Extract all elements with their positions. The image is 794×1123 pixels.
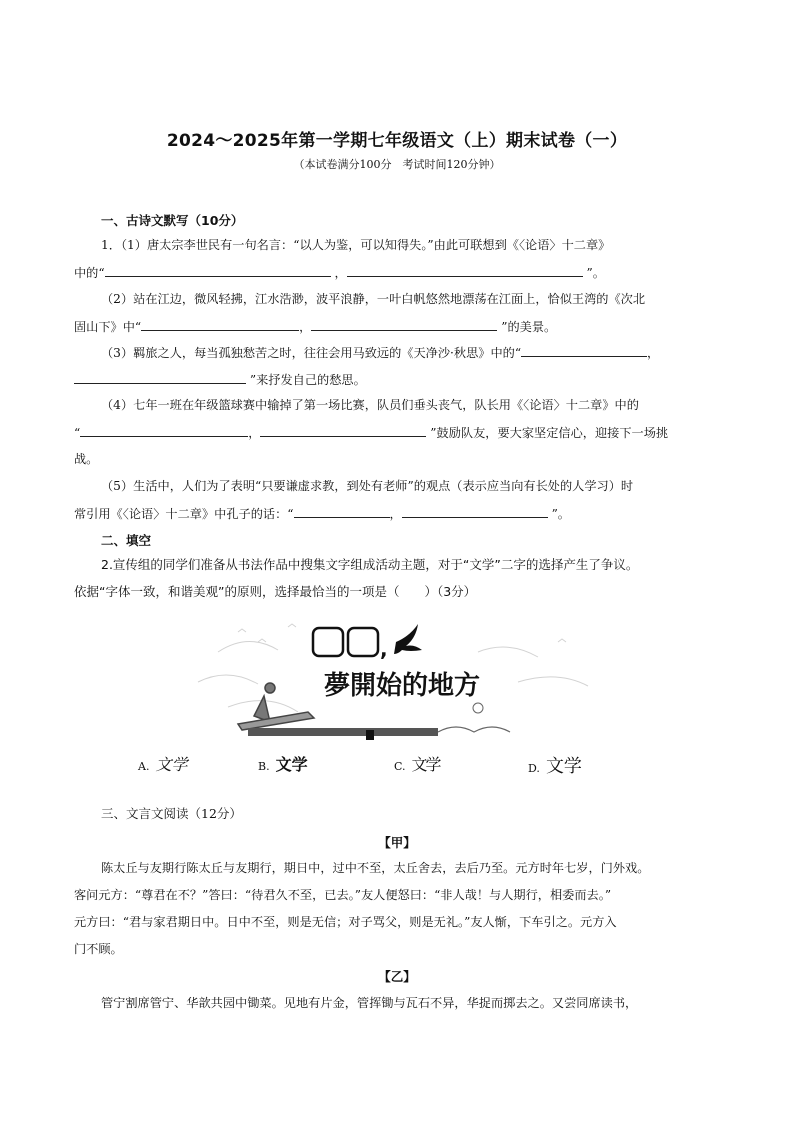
answer-blank[interactable] bbox=[105, 264, 331, 277]
answer-blank[interactable] bbox=[311, 318, 497, 331]
q3-line1 bbox=[101, 344, 659, 361]
q5-line2 bbox=[74, 505, 570, 522]
q5-text-a: 常引用《〈论语〉十二章》中孔子的话：“ bbox=[74, 507, 294, 521]
q1-line2 bbox=[74, 264, 605, 281]
q1-text-a: 中的“ bbox=[74, 266, 105, 280]
option-label: B. bbox=[258, 760, 270, 773]
q3-text-b2: ”来抒发自己的愁思。 bbox=[249, 373, 366, 387]
option-glyph: 文学 bbox=[275, 755, 308, 774]
passage-a-line2: 客问元方：“尊君在不？”答曰：“待君久不至，已去。”友人便怒曰：“非人哉！与人期行，相委而去。” bbox=[74, 888, 612, 902]
q5-text-c: ”。 bbox=[551, 507, 570, 521]
calligraphy-banner-image bbox=[138, 612, 658, 772]
exam-title: 2024～2025年第一学期七年级语文（上）期末试卷（一） bbox=[166, 131, 628, 151]
q2-text-a: 固山下》中“ bbox=[74, 320, 142, 334]
q5-text-b: ， bbox=[389, 507, 402, 521]
q4-line1: （4）七年一班在年级篮球赛中输掉了第一场比赛，队员们垂头丧气，队长用《〈论语〉十二章》中的 bbox=[101, 398, 639, 412]
option-d[interactable] bbox=[528, 752, 582, 778]
answer-blank[interactable] bbox=[294, 505, 390, 518]
option-c[interactable] bbox=[394, 752, 440, 775]
option-label: D. bbox=[528, 762, 540, 775]
q5-line1: （5）生活中，人们为了表明“只要谦虚求教，到处有老师”的观点（表示应当向有长处的人学习）时 bbox=[101, 479, 634, 493]
q3-line2 bbox=[74, 371, 366, 388]
exam-subtitle: （本试卷满分100分 考试时间120分钟） bbox=[293, 158, 501, 171]
q2-line2 bbox=[74, 318, 556, 335]
answer-blank[interactable] bbox=[521, 344, 647, 357]
q4-text-a: “ bbox=[74, 426, 81, 440]
option-label: C. bbox=[394, 760, 406, 773]
q1-text-c: ”。 bbox=[586, 266, 605, 280]
q3-text-b: ， bbox=[647, 346, 660, 360]
option-glyph: 文学 bbox=[545, 756, 582, 777]
option-glyph: 文学 bbox=[411, 755, 440, 774]
q4-line2 bbox=[74, 424, 668, 441]
option-a[interactable] bbox=[138, 752, 187, 775]
passage-a-line3: 元方曰：“君与家君期日中。日中不至，则是无信；对子骂父，则是无礼。”友人惭，下车引之。元方入 bbox=[74, 915, 617, 929]
q2-line1: （2）站在江边，微风轻拂，江水浩渺，波平浪静，一叶白帆悠然地漂荡在江面上，恰似王湾的《次北 bbox=[101, 292, 646, 306]
option-b[interactable] bbox=[258, 752, 308, 775]
q2-prompt-line1: 2.宣传组的同学们准备从书法作品中搜集文字组成活动主题，对于“文学”二字的选择产生了争议。 bbox=[101, 557, 639, 572]
option-label: A. bbox=[138, 760, 150, 773]
q2-text-c: ”的美景。 bbox=[501, 320, 557, 334]
answer-blank[interactable] bbox=[402, 505, 548, 518]
answer-blank[interactable] bbox=[260, 424, 426, 437]
option-glyph: 文学 bbox=[155, 755, 188, 774]
svg-text:,: , bbox=[380, 637, 388, 661]
answer-blank[interactable] bbox=[80, 424, 248, 437]
q2-prompt-line2: 依据“字体一致，和谐美观”的原则，选择最恰当的一项是（ ）（3分） bbox=[74, 584, 477, 599]
q4-text-c: ”鼓励队友，要大家坚定信心，迎接下一场挑 bbox=[430, 426, 669, 440]
banner-text: 夢開始的地方 bbox=[324, 671, 481, 701]
part-a-title: 【甲】 bbox=[378, 835, 416, 850]
q4-text-b: ， bbox=[248, 426, 261, 440]
q2-text-b: ， bbox=[299, 320, 312, 334]
section3-heading: 三、文言文阅读（12分） bbox=[101, 806, 242, 821]
q4-line3: 战。 bbox=[74, 452, 99, 466]
section1-heading: 一、古诗文默写（10分） bbox=[101, 213, 244, 228]
section2-heading: 二、填空 bbox=[101, 533, 152, 548]
passage-a-line4: 门不顾。 bbox=[74, 942, 123, 956]
answer-blank[interactable] bbox=[347, 264, 583, 277]
q3-text-a: （3）羁旅之人，每当孤独愁苦之时，往往会用马致远的《天净沙·秋思》中的“ bbox=[101, 346, 522, 360]
answer-blank[interactable] bbox=[141, 318, 299, 331]
q1-text-b: ， bbox=[334, 266, 347, 280]
q1-line1: 1．（1）唐太宗李世民有一句名言：“以人为鉴，可以知得失。”由此可联想到《〈论语〉十二章》 bbox=[101, 238, 611, 252]
passage-b-line1: 管宁割席管宁、华歆共园中锄菜。见地有片金，管挥锄与瓦石不异，华捉而掷去之。又尝同席读书， bbox=[101, 996, 638, 1010]
part-b-title: 【乙】 bbox=[378, 969, 416, 984]
answer-blank[interactable] bbox=[74, 371, 246, 384]
passage-a-line1: 陈太丘与友期行陈太丘与友期行，期日中，过中不至，太丘舍去，去后乃至。元方时年七岁，门外戏。 bbox=[101, 861, 650, 875]
